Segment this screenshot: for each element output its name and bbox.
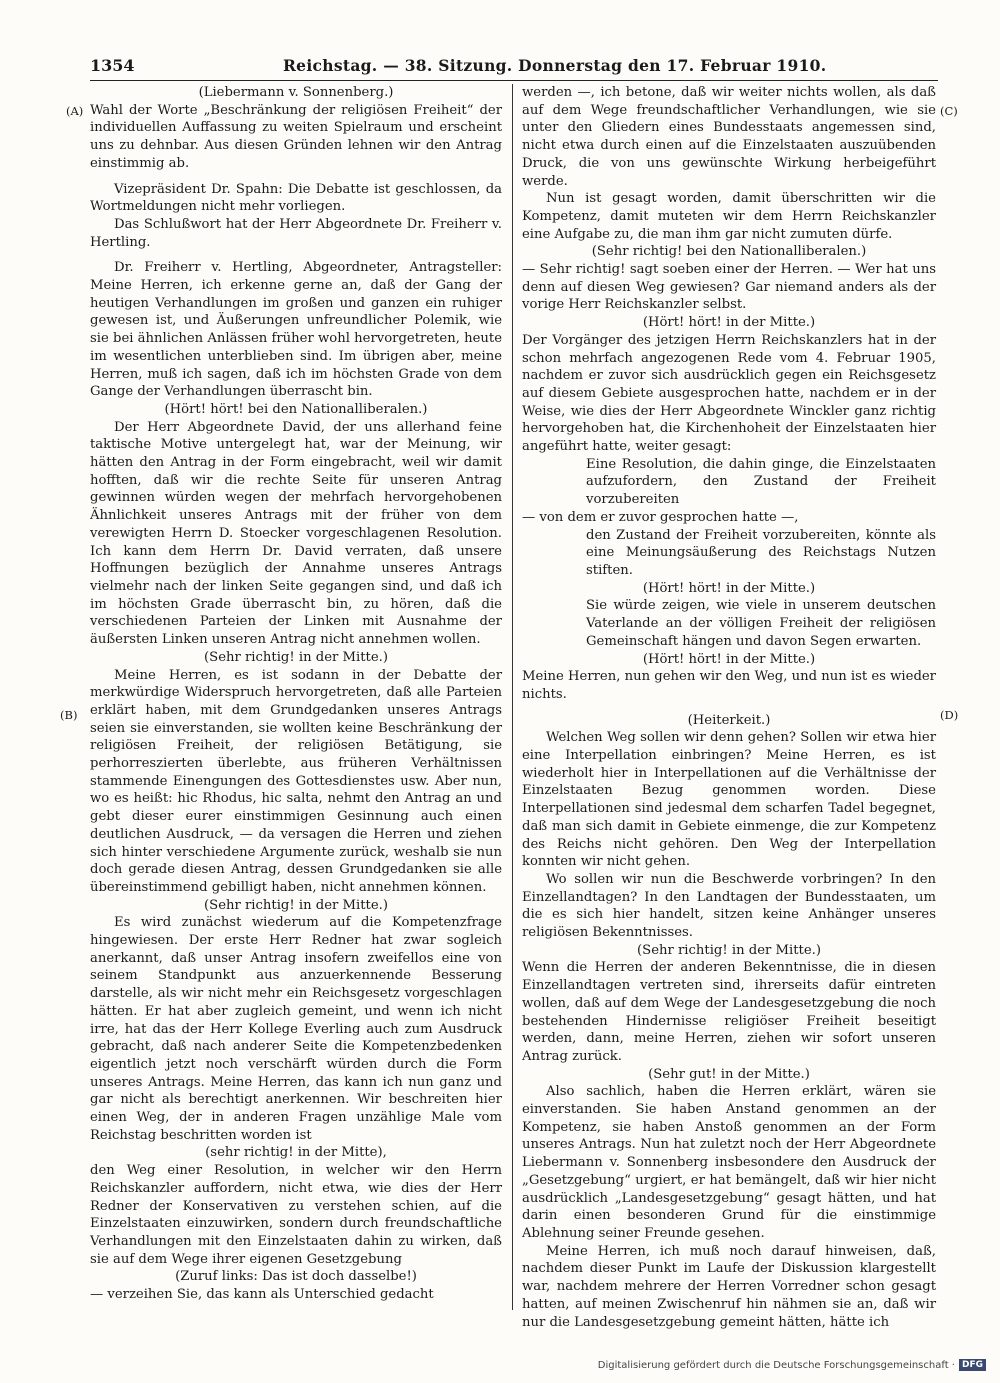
- interjection: (sehr richtig! in der Mitte),: [205, 1145, 387, 1161]
- paragraph: Also sachlich, haben die Herren erklärt, wären sie einverstanden. Sie haben Anstand genommen an der Kompetenz, sie haben Anstoß genommen an der Form unseres Antrags. Nun hat zuletzt noch der Herr Abgeordnete Liebermann v. Sonnenberg insbesondere den Ausdruck der „Gesetzgebung“ urgiert, er hat bemängelt, daß wir hier nicht ausdrücklich „Landesgesetzgebung“ gesagt hätten, und hat darin einen besonderen Grund für die einstimmige Ablehnung seiner Freunde gesehen.: [522, 1084, 936, 1241]
- paragraph: — von dem er zuvor gesprochen hatte —,: [522, 509, 799, 525]
- margin-marker-a: (A): [66, 104, 84, 118]
- interjection: (Sehr gut! in der Mitte.): [648, 1066, 810, 1082]
- footer: [598, 1359, 986, 1371]
- paragraph: den Weg einer Resolution, in welcher wir den Herrn Reichskanzler auffordern, nicht etwa, wie dies der Herr Redner der Konservativen zu verstehen schien, auf die Einzelstaaten einzuwirken, sondern durch freundschaftliche Verhandlungen mit den Einzelstaaten dahin zu wirken, daß sie auf dem Wege ihrer eigenen Gesetzgebung: [90, 1163, 502, 1267]
- header-rule: [90, 80, 938, 81]
- paragraph: Welchen Weg sollen wir denn gehen? Sollen wir etwa hier eine Interpellation einbringen? Meine Herren, es ist wiederholt hier in Interpellationen auf die Verhältnisse der Einzelstaaten Bezug genommen worden. Diese Interpellationen sind jedesmal dem scharfen Tadel begegnet, daß man sich damit in Gebiete einmenge, die zur Kompetenz des Reichs nicht gehören. Den Weg der Interpellation konnten wir nicht gehen.: [522, 730, 936, 870]
- footer-credit: Digitalisierung gefördert durch die Deutsche Forschungsgemeinschaft ·: [597, 1359, 955, 1371]
- paragraph-gap: [90, 251, 502, 259]
- interjection: (Hört! hört! in der Mitte.): [642, 580, 816, 596]
- interjection: (Sehr richtig! in der Mitte.): [204, 649, 388, 665]
- page-number: 1354: [90, 56, 135, 75]
- interjection: (Hört! hört! in der Mitte.): [642, 315, 816, 331]
- interjection: (Heiterkeit.): [687, 712, 771, 728]
- interjection: (Sehr richtig! in der Mitte.): [204, 897, 388, 913]
- paragraph: — Sehr richtig! sagt soeben einer der Herren. — Wer hat uns denn auf diesen Weg gewiesen? Gar niemand anders als der vorige Herr Reichskanzler selbst.: [522, 262, 936, 313]
- paragraph-gap: [90, 173, 502, 181]
- margin-marker-b: (B): [60, 708, 78, 722]
- interjection: (Zuruf links: Das ist doch dasselbe!): [175, 1269, 417, 1285]
- paragraph: — verzeihen Sie, das kann als Unterschied gedacht: [90, 1287, 434, 1303]
- interjection: (Liebermann v. Sonnenberg.): [198, 85, 394, 100]
- paragraph: Meine Herren, es ist sodann in der Debatte der merkwürdige Widerspruch hervorgetreten, daß alle Parteien erklärt haben, mit dem Grundgedanken unseres Antrags seien sie einverstanden, sie wollten keine Beschränkung der religiösen Freiheit, der religiösen Betätigung, sie perhorreszierten überlebte, aus früheren Verhältnissen stammende Einengungen des Gottesdienstes usw. Aber nun, wo es heißt: hic Rhodus, hic salta, nehmt den Antrag an und gebt dieser eurer einstimmigen Gesinnung auch einen deutlichen Ausdruck, — da versagen die Herren und ziehen sich hinter verschiedene Argumente zurück, weshalb sie nun doch gerade diesen Antrag, dessen Grundgedanken sie alle übereinstimmend gebilligt haben, nicht annehmen können.: [90, 667, 502, 895]
- paragraph: Wahl der Worte „Beschränkung der religiösen Freiheit“ der individuellen Auffassung zu weiten Spielraum und erscheint uns zu dehnbar. Aus diesen Gründen lehnen wir den Antrag einstimmig ab.: [90, 102, 502, 171]
- margin-marker-d: (D): [940, 708, 959, 722]
- interjection: (Sehr richtig! in der Mitte.): [637, 942, 821, 958]
- running-title: Reichstag. — 38. Sitzung. Donnerstag den 17. Februar 1910.: [283, 56, 827, 75]
- column-divider: [512, 84, 513, 1310]
- paragraph: Nun ist gesagt worden, damit überschritten wir die Kompetenz, damit muteten wir dem Herrn Reichskanzler eine Aufgabe zu, die man ihm gar nicht zumuten dürfe.: [522, 191, 936, 242]
- paragraph: Der Vorgänger des jetzigen Herrn Reichskanzlers hat in der schon mehrfach angezogenen Rede vom 4. Februar 1905, nachdem er zuvor sich ausdrücklich gegen ein Reichsgesetz auf diesem Gebiete ausgesprochen hatte, nachdem er in der Weise, wie dies der Herr Abgeordnete Winckler ganz richtig hervorgehoben hat, die Kirchenhoheit der Einzelstaaten hier angeführt hatte, weiter gesagt:: [522, 332, 936, 455]
- paragraph: Es wird zunächst wiederum auf die Kompetenzfrage hingewiesen. Der erste Herr Redner hat zwar sogleich anerkannt, daß unser Antrag insofern zweifellos eine von seinem Standpunkt aus anzuerkennende Besserung darstelle, als wir nicht mehr ein Reichsgesetz vorgeschlagen hätten. Er hat aber zugleich gemeint, und wenn ich nicht irre, hat das der Herr Kollege Everling auch zum Ausdruck gebracht, daß nach anderer Seite die Kompetenzbedenken eigentlich jetzt noch verschärft würden durch die Form unseres Antrags. Meine Herren, das kann ich nun ganz und gar nicht als berechtigt anerkennen. Wir beschreiten hier einen Weg, der in anderen Fragen unzählige Male vom Reichstag beschritten worden ist: [90, 915, 502, 1143]
- interjection: (Sehr richtig! bei den Nationalliberalen.): [591, 244, 867, 260]
- paragraph: Vizepräsident Dr. Spahn: Die Debatte ist geschlossen, da Wortmeldungen nicht mehr vorliegen.: [90, 181, 502, 215]
- quotation: Eine Resolution, die dahin ginge, die Einzelstaaten aufzufordern, den Zustand der Freiheit vorzubereiten: [586, 456, 936, 508]
- dfg-logo: DFG: [959, 1359, 986, 1371]
- paragraph: werden —, ich betone, daß wir weiter nichts wollen, als daß auf dem Wege freundschaftlicher Verhandlungen, wie sie unter den Gliedern eines Bundesstaats angemessen sind, nicht etwa durch einen auf die Einzelstaaten auszuübenden Druck, die von uns gewünschte Wirkung herbeigeführt werde.: [522, 85, 936, 189]
- page-header: [90, 56, 938, 78]
- paragraph: Der Herr Abgeordnete David, der uns allerhand feine taktische Motive untergelegt hat, war der Meinung, wir hätten den Antrag in der Form eingebracht, weil wir damit hofften, daß wir die rechte Seite für unseren Antrag gewinnen würden wegen der mehrfach hervorgehobenen Ähnlichkeit unseres Antrags mit der früher von dem verewigten Herrn D. Stoecker vorgeschlagenen Resolution. Ich kann dem Herrn Dr. David verraten, daß unsere Hoffnungen bezüglich der Annahme unseres Antrags vielmehr nach der linken Seite gegangen sind, und daß ich im höchsten Grade überrascht bin, zu hören, daß die verschiedenen Parteien der Linken mit Ausnahme der äußersten Linken unseren Antrag nicht annehmen wollen.: [90, 419, 502, 648]
- left-text-column: [90, 84, 502, 1304]
- paragraph: Wenn die Herren der anderen Bekenntnisse, die in diesen Einzellandtagen vertreten sind, ihrerseits dafür eintreten wollen, daß auf dem Wege der Landesgesetzgebung die noch bestehenden Hindernisse religiöser Freiheit beseitigt werden, dann, meine Herren, ziehen wir sofort unseren Antrag zurück.: [522, 960, 936, 1064]
- paragraph: Wo sollen wir nun die Beschwerde vorbringen? In den Einzellandtagen? In den Landtagen der Bundesstaaten, um die es sich hier handelt, sitzen keine Anhänger unseres religiösen Bekenntnisses.: [522, 871, 936, 941]
- quotation: Sie würde zeigen, wie viele in unserem deutschen Vaterlande an der völligen Freiheit der religiösen Gemeinschaft hängen und davon Segen erwarten.: [586, 598, 936, 649]
- quotation: den Zustand der Freiheit vorzubereiten, könnte als eine Meinungsäußerung des Reichstags Nutzen stiften.: [586, 527, 936, 578]
- interjection: (Hört! hört! in der Mitte.): [642, 651, 816, 667]
- right-text-column: [522, 84, 936, 1331]
- margin-marker-c: (C): [940, 104, 958, 118]
- interjection: (Hört! hört! bei den Nationalliberalen.): [164, 401, 428, 417]
- paragraph: Meine Herren, ich muß noch darauf hinweisen, daß, nachdem dieser Punkt im Laufe der Diskussion klargestellt war, nachdem mehrere der Herren Vorredner schon gesagt hatten, auf meinen Zwischenruf hin nähmen sie an, daß wir nur die Landesgesetzgebung gemeint hätten, hätte ich: [522, 1243, 936, 1330]
- paragraph: Dr. Freiherr v. Hertling, Abgeordneter, Antragsteller: Meine Herren, ich erkenne gerne an, daß der Gang der heutigen Verhandlungen im großen und ganzen ein ruhiger gewesen ist, und Äußerungen unfreundlicher Polemik, wie sie bei ähnlichen Anlässen früher wohl hervorgetreten, heute im wesentlichen unterblieben sind. Im übrigen aber, meine Herren, muß ich sagen, daß ich im höchsten Grade von dem Gange der Verhandlungen überrascht bin.: [90, 260, 502, 400]
- paragraph-gap: [522, 704, 936, 712]
- paragraph: Das Schlußwort hat der Herr Abgeordnete Dr. Freiherr v. Hertling.: [90, 216, 502, 250]
- paragraph: Meine Herren, nun gehen wir den Weg, und nun ist es wieder nichts.: [522, 669, 936, 702]
